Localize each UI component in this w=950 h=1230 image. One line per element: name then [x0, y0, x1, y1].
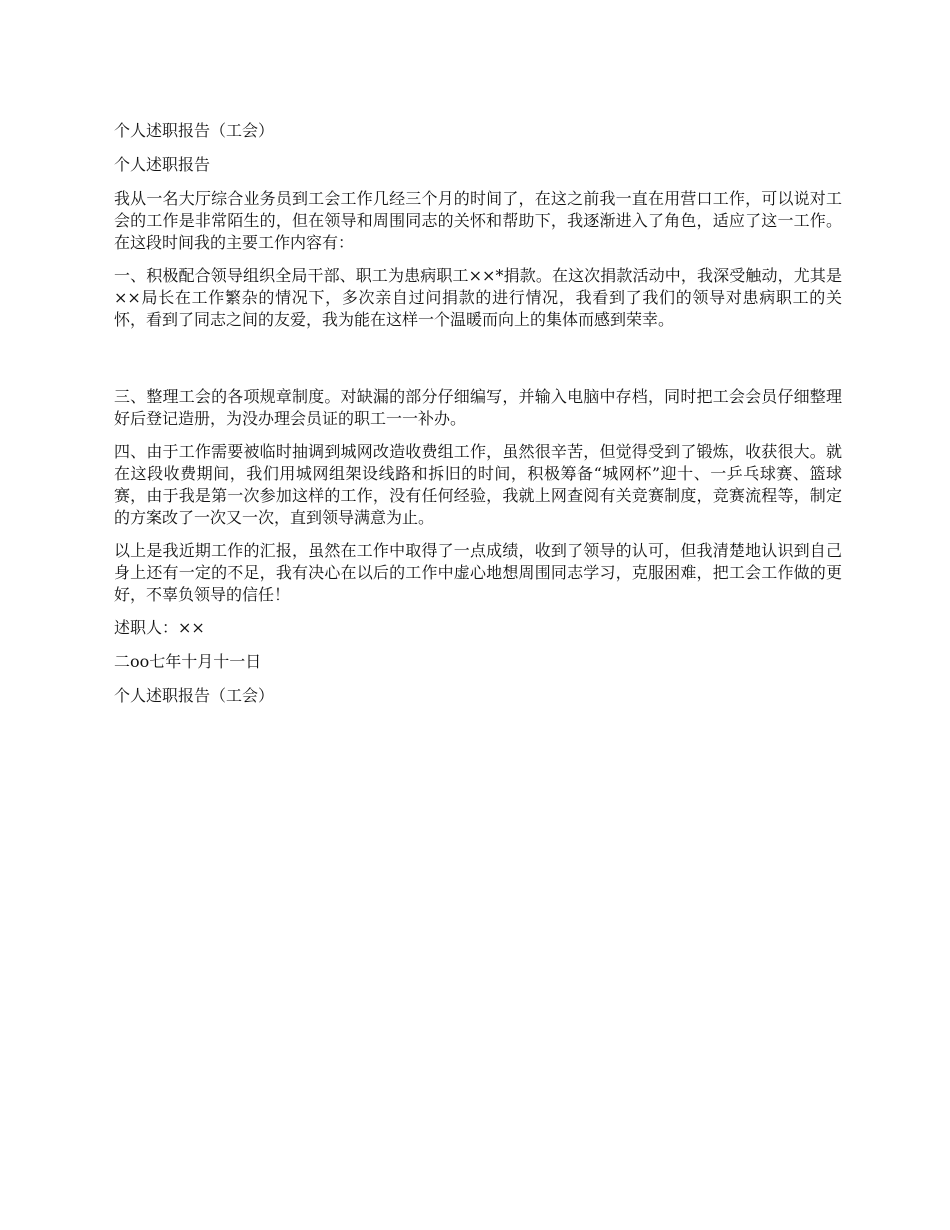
paragraph-item-4: 四、由于工作需要被临时抽调到城网改造收费组工作，虽然很辛苦，但觉得受到了锻炼，收获很大。就在这段收费期间，我们用城网组架设线路和拆旧的时间，积极筹备“城网杯”迎十、一乒乓球赛、篮球赛，由于我是第一次参加这样的工作，没有任何经验，我就上网查阅有关竞赛制度，竞赛流程等，制定的方案改了一次又一次，直到领导满意为止。: [114, 442, 842, 527]
document-subtitle: 个人述职报告: [114, 155, 211, 174]
paragraph-conclusion: 以上是我近期工作的汇报，虽然在工作中取得了一点成绩，收到了领导的认可，但我清楚地认识到自己身上还有一定的不足，我有决心在以后的工作中虚心地想周围同志学习，克服困难，把工会工作做的更好，不辜负领导的信任！: [114, 541, 842, 604]
paragraph-intro: 我从一名大厅综合业务员到工会工作几经三个月的时间了，在这之前我一直在用营口工作，可以说对工会的工作是非常陌生的，但在领导和周围同志的关怀和帮助下，我逐渐进入了角色，适应了这一工作。在这段时间我的主要工作内容有：: [114, 189, 842, 252]
document-title: 个人述职报告（工会）: [114, 121, 275, 140]
date-line: 二oo七年十月十一日: [114, 652, 262, 671]
paragraph-item-3: 三、整理工会的各项规章制度。对缺漏的部分仔细编写，并输入电脑中存档，同时把工会会员仔细整理好后登记造册，为没办理会员证的职工一一补办。: [114, 387, 842, 428]
footer-title: 个人述职报告（工会）: [114, 686, 275, 705]
blank-gap: [114, 342, 842, 386]
paragraph-item-1: 一、积极配合领导组织全局干部、职工为患病职工××*捐款。在这次捐款活动中，我深受触动，尤其是××局长在工作繁杂的情况下，多次亲自过问捐款的进行情况，我看到了我们的领导对患病职工的关怀，看到了同志之间的友爱，我为能在这样一个温暖而向上的集体而感到荣幸。: [114, 266, 842, 329]
signature-line: 述职人：××: [114, 618, 205, 637]
document-page: [114, 120, 842, 719]
